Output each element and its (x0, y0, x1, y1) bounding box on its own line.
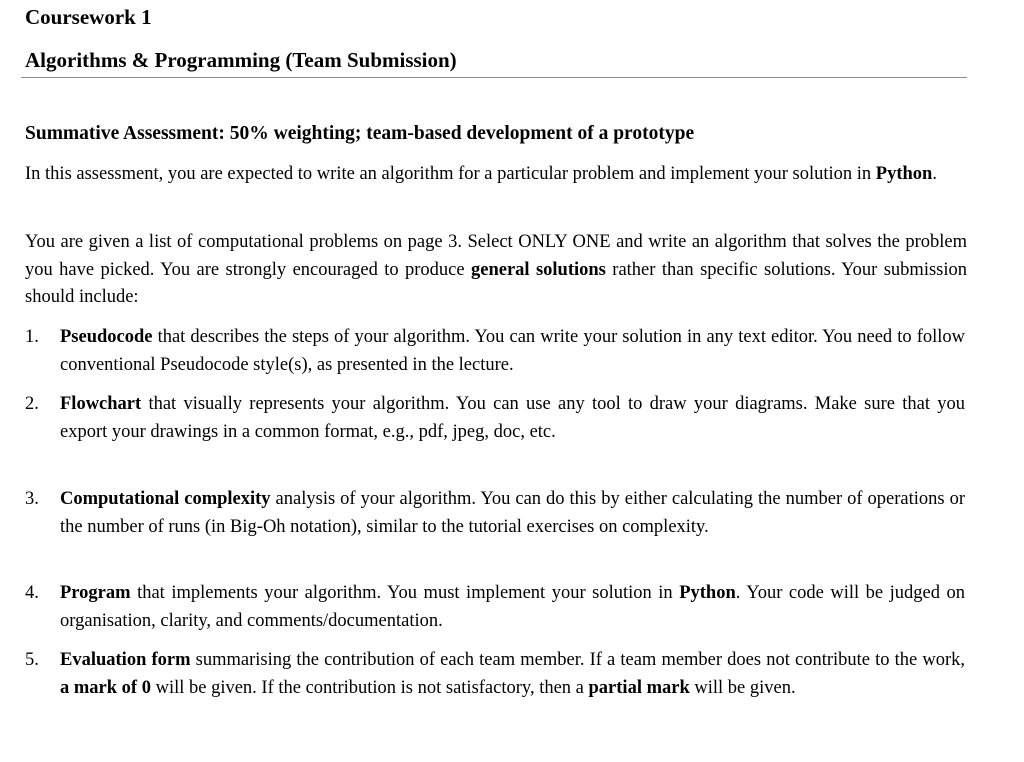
requirement-emphasis: Python (679, 583, 736, 603)
section-heading: Summative Assessment: 50% weighting; team-based development of a prototype (25, 123, 695, 144)
intro-paragraph-1 (25, 161, 967, 189)
intro-p2-general-solutions: general solutions (471, 259, 606, 280)
requirement-item (25, 486, 967, 541)
intro-p1-end: . (932, 164, 937, 184)
intro-p1-text: In this assessment, you are expected to write an algorithm for a particular problem and implement your solution in (25, 164, 876, 184)
requirement-item (25, 647, 967, 702)
requirement-number: 4. (25, 583, 39, 603)
requirement-body (60, 391, 965, 446)
requirement-number: 5. (25, 650, 39, 670)
intro-p1-python: Python (875, 164, 933, 184)
requirement-emphasis: partial mark (588, 677, 690, 698)
intro-p2-text: You are given a list of computational problems on page 3. Select ONLY ONE and write an algorithm that solves the problem you have picked. You are strongly encouraged to produce (25, 232, 967, 280)
intro-p2-end: rather than specific solutions. Your submission should include: (25, 259, 968, 307)
requirement-text: summarising the contribution of each team member. If a team member does not contribute to the work, (190, 650, 965, 670)
requirement-number: 3. (25, 489, 39, 509)
requirement-body (60, 324, 965, 379)
requirement-title: Flowchart (60, 394, 142, 414)
requirement-text: analysis of your algorithm. You can do this by either calculating the number of operations or the number of runs (in Big-Oh notation), similar to the tutorial exercises on complexity. (60, 489, 965, 537)
requirement-title: Evaluation form (60, 650, 191, 670)
requirement-number: 1. (25, 327, 39, 347)
title-divider (21, 77, 967, 78)
requirement-text: that implements your algorithm. You must implement your solution in (130, 583, 680, 603)
requirement-text: will be given. If the contribution is not satisfactory, then a (150, 677, 589, 698)
requirement-item (25, 580, 967, 635)
requirement-body (60, 580, 965, 635)
requirement-item (25, 391, 967, 446)
requirement-text: that describes the steps of your algorithm. You can write your solution in any text editor. You need to follow conventional Pseudocode style(s), as presented in the lecture. (60, 327, 965, 375)
course-title: Coursework 1 (25, 5, 152, 29)
requirement-text: will be given. (689, 677, 796, 698)
requirement-title: Pseudocode (60, 327, 153, 347)
requirement-body (60, 486, 965, 541)
requirement-text: that visually represents your algorithm. You can use any tool to draw your diagrams. Make sure that you export your drawings in a common format, e.g., pdf, jpeg, doc, etc. (60, 394, 965, 442)
requirement-text: . Your code will be judged on organisation, clarity, and comments/documentation. (60, 583, 965, 631)
module-title: Algorithms & Programming (Team Submission) (25, 48, 457, 72)
requirement-item (25, 324, 967, 379)
requirement-title: Computational complexity (60, 489, 271, 509)
requirement-title: Program (60, 583, 131, 603)
requirement-body (60, 647, 965, 702)
requirement-emphasis: a mark of 0 (60, 677, 151, 698)
intro-paragraph-2 (25, 229, 967, 312)
requirement-number: 2. (25, 394, 39, 414)
